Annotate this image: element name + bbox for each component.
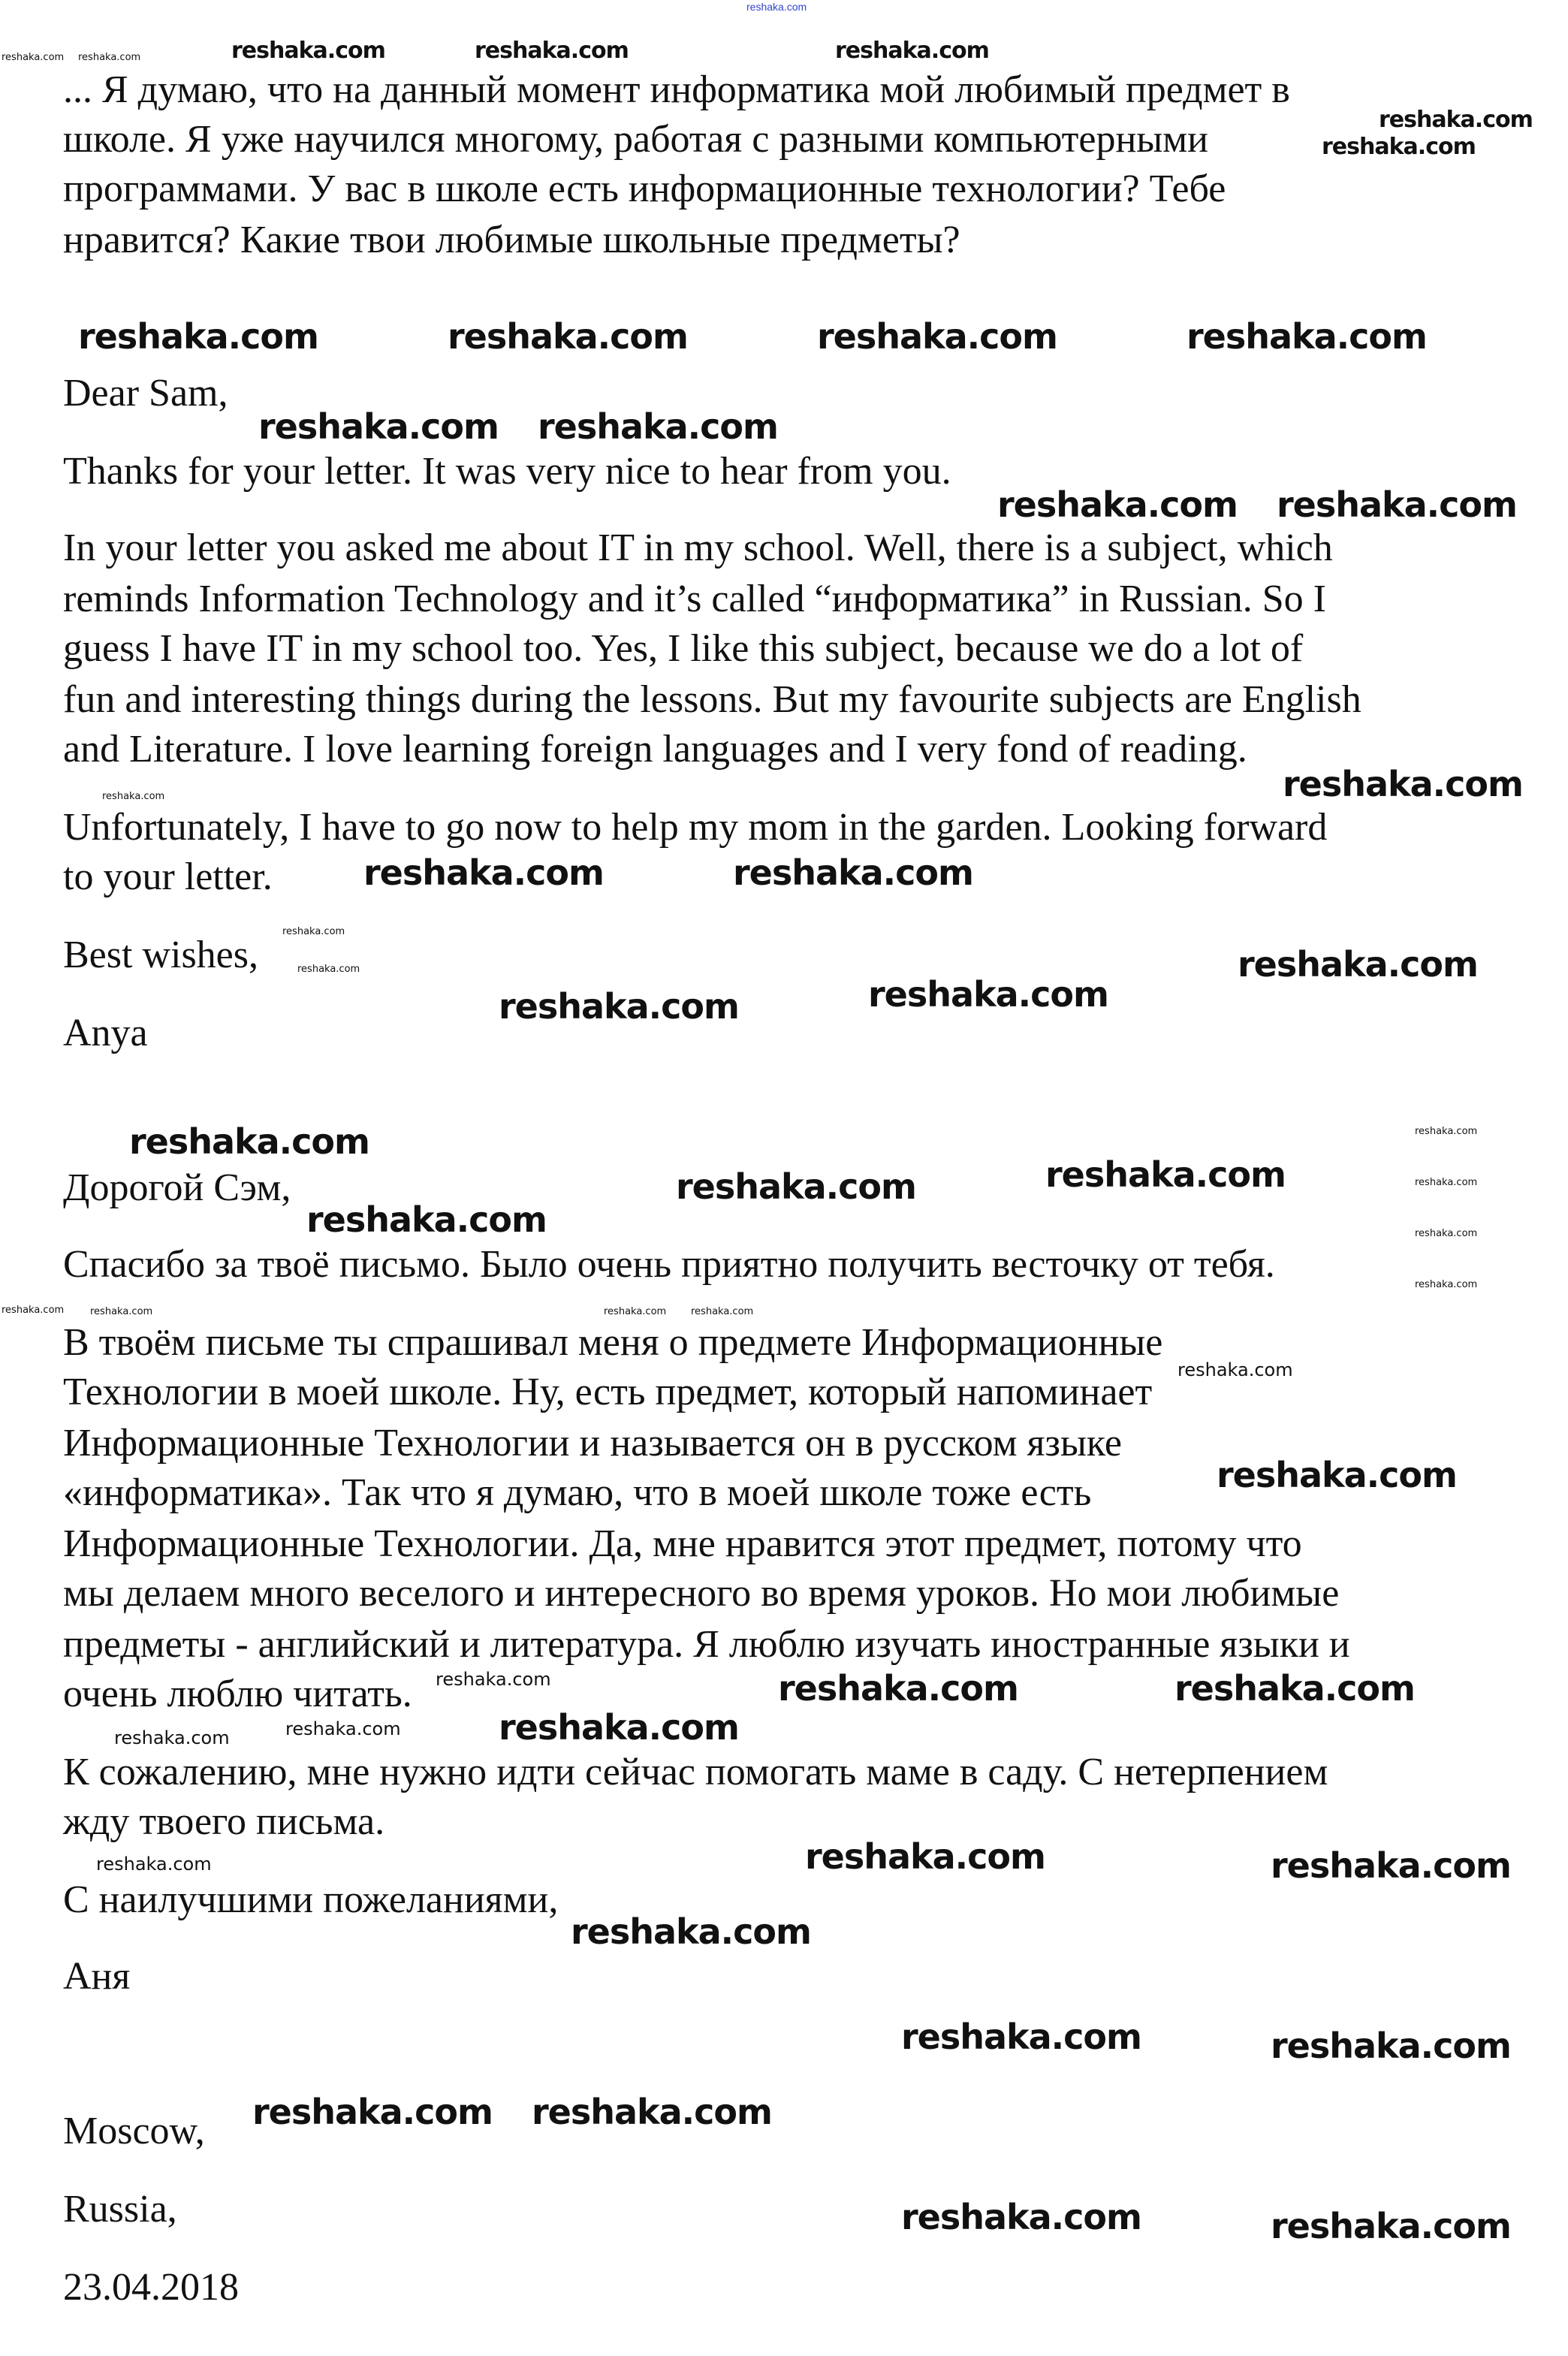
text-line: In your letter you asked me about IT in my school. Well, there is a subject, which: [63, 526, 1333, 569]
text-line: школе. Я уже научился многому, работая с разными компьютерными: [63, 118, 1208, 161]
watermark-text: reshaka.com: [778, 1668, 1018, 1709]
watermark-text: reshaka.com: [1379, 107, 1533, 133]
text-line: жду твоего письма.: [63, 1800, 385, 1843]
watermark-text: reshaka.com: [1277, 484, 1517, 525]
text-line: Аня: [63, 1955, 131, 1998]
text-line: Best wishes,: [63, 934, 258, 976]
watermark-text: reshaka.com: [306, 1199, 547, 1240]
text-line: программами. У вас в школе есть информационные технологии? Тебе: [63, 167, 1226, 210]
watermark-text: reshaka.com: [499, 1707, 739, 1748]
text-line: предметы - английский и литература. Я люблю изучать иностранные языки и: [63, 1623, 1350, 1666]
watermark-text: reshaka.com: [997, 484, 1238, 525]
text-line: Информационные Технологии. Да, мне нравится этот предмет, потому что: [63, 1522, 1302, 1565]
watermark-text: reshaka.com: [1174, 1668, 1415, 1709]
watermark-text: reshaka.com: [448, 316, 688, 357]
watermark-text: reshaka.com: [1217, 1455, 1457, 1495]
watermark-text: reshaka.com: [868, 974, 1108, 1015]
watermark-text: reshaka.com: [1187, 316, 1427, 357]
watermark-text: reshaka.com: [282, 925, 345, 937]
watermark-text: reshaka.com: [1322, 134, 1476, 160]
text-line: and Literature. I love learning foreign languages and I very fond of reading.: [63, 728, 1247, 771]
watermark-text: reshaka.com: [1271, 1845, 1511, 1886]
text-line: «информатика». Так что я думаю, что в моей школе тоже есть: [63, 1471, 1092, 1514]
text-line: fun and interesting things during the lessons. But my favourite subjects are English: [63, 678, 1361, 721]
watermark-text: reshaka.com: [1271, 2026, 1511, 2066]
watermark-text: reshaka.com: [231, 38, 385, 64]
text-line: reminds Information Technology and it’s called “информатика” in Russian. So I: [63, 578, 1326, 620]
watermark-text: reshaka.com: [1415, 1278, 1478, 1290]
watermark-text: reshaka.com: [901, 2017, 1141, 2057]
watermark-text: reshaka.com: [363, 852, 604, 893]
watermark-text: reshaka.com: [676, 1166, 916, 1207]
watermark-text: reshaka.com: [499, 986, 739, 1027]
watermark-text: reshaka.com: [1415, 1227, 1478, 1239]
watermark-text: reshaka.com: [78, 51, 141, 63]
text-line: Moscow,: [63, 2110, 205, 2152]
watermark-text: reshaka.com: [1238, 944, 1478, 985]
watermark-text: reshaka.com: [835, 38, 989, 64]
watermark-text: reshaka.com: [258, 406, 499, 447]
watermark-text: reshaka.com: [805, 1836, 1045, 1877]
watermark-text: reshaka.com: [297, 963, 360, 975]
watermark-text: reshaka.com: [252, 2092, 493, 2132]
text-line: Dear Sam,: [63, 372, 228, 415]
watermark-text: reshaka.com: [114, 1727, 230, 1748]
watermark-text: reshaka.com: [475, 38, 629, 64]
text-line: мы делаем много веселого и интересного во время уроков. Но мои любимые: [63, 1572, 1340, 1615]
header-watermark: reshaka.com: [746, 1, 807, 13]
watermark-text: reshaka.com: [285, 1718, 401, 1739]
watermark-text: reshaka.com: [817, 316, 1057, 357]
text-line: В твоём письме ты спрашивал меня о предмете Информационные: [63, 1321, 1163, 1364]
watermark-text: reshaka.com: [901, 2197, 1141, 2237]
text-line: нравится? Какие твои любимые школьные предметы?: [63, 219, 960, 261]
text-line: очень люблю читать.: [63, 1673, 412, 1715]
watermark-text: reshaka.com: [538, 406, 778, 447]
watermark-text: reshaka.com: [1045, 1154, 1286, 1195]
watermark-text: reshaka.com: [571, 1911, 811, 1952]
watermark-text: reshaka.com: [1271, 2206, 1511, 2246]
watermark-text: reshaka.com: [733, 852, 973, 893]
watermark-text: reshaka.com: [102, 790, 165, 802]
watermark-text: reshaka.com: [1415, 1125, 1478, 1137]
text-line: Russia,: [63, 2188, 177, 2231]
text-line: guess I have IT in my school too. Yes, I like this subject, because we do a lot of: [63, 627, 1304, 670]
watermark-text: reshaka.com: [90, 1305, 153, 1317]
watermark-text: reshaka.com: [604, 1305, 667, 1317]
text-line: 23.04.2018: [63, 2266, 239, 2309]
watermark-text: reshaka.com: [78, 316, 318, 357]
text-line: to your letter.: [63, 855, 273, 898]
watermark-text: reshaka.com: [2, 51, 65, 63]
watermark-text: reshaka.com: [129, 1121, 369, 1162]
watermark-text: reshaka.com: [691, 1305, 754, 1317]
watermark-text: reshaka.com: [436, 1669, 551, 1690]
watermark-text: reshaka.com: [2, 1304, 65, 1316]
watermark-text: reshaka.com: [1178, 1359, 1293, 1380]
watermark-text: reshaka.com: [532, 2092, 772, 2132]
text-line: С наилучшими пожеланиями,: [63, 1878, 559, 1921]
text-line: Технологии в моей школе. Ну, есть предмет, который напоминает: [63, 1371, 1153, 1413]
text-line: Unfortunately, I have to go now to help my mom in the garden. Looking forward: [63, 806, 1328, 849]
text-line: Anya: [63, 1012, 148, 1054]
text-line: ... Я думаю, что на данный момент информатика мой любимый предмет в: [63, 68, 1290, 111]
text-line: Информационные Технологии и называется он в русском языке: [63, 1422, 1122, 1465]
text-line: К сожалению, мне нужно идти сейчас помогать маме в саду. С нетерпением: [63, 1751, 1328, 1793]
watermark-text: reshaka.com: [96, 1854, 212, 1875]
watermark-text: reshaka.com: [1415, 1176, 1478, 1188]
text-line: Дорогой Сэм,: [63, 1166, 291, 1209]
text-line: Thanks for your letter. It was very nice to hear from you.: [63, 450, 951, 493]
text-line: Спасибо за твоё письмо. Было очень приятно получить весточку от тебя.: [63, 1243, 1275, 1286]
watermark-text: reshaka.com: [1283, 764, 1523, 804]
